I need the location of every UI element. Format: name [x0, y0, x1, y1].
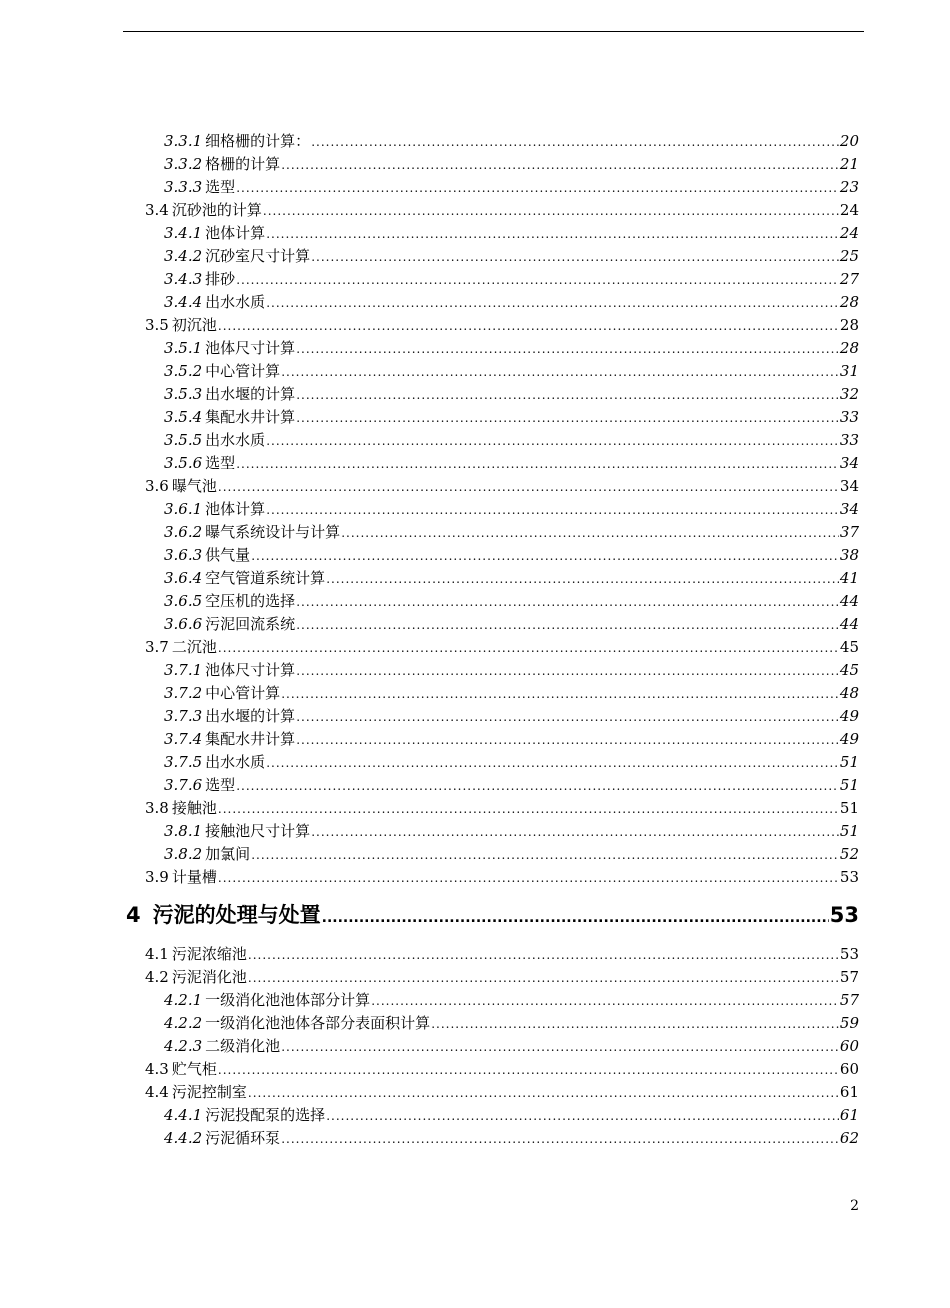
toc-entry-page: 20: [839, 132, 859, 150]
toc-leader-dots: [281, 683, 839, 706]
toc-leader-dots: [281, 154, 839, 177]
toc-entry-title: 污泥控制室: [171, 1083, 247, 1101]
toc-entry-number: 4.2.1: [164, 991, 203, 1009]
toc-entry[interactable]: [164, 268, 859, 291]
toc-entry[interactable]: [145, 475, 859, 498]
toc-leader-dots: [236, 177, 839, 200]
toc-leader-dots: [296, 729, 839, 752]
toc-entry-page: 28: [839, 339, 859, 357]
toc-entry-page: 53: [839, 945, 859, 963]
toc-entry-title: 选型: [205, 454, 236, 472]
toc-entry-title: 一级消化池池体部分计算: [205, 991, 371, 1009]
toc-entry-page: 25: [839, 247, 859, 265]
toc-leader-dots: [266, 499, 839, 522]
toc-leader-dots: [281, 361, 839, 384]
toc-entry-title: 池体尺寸计算: [205, 661, 296, 679]
page-number: 2: [850, 1198, 859, 1214]
toc-entry[interactable]: [164, 245, 859, 268]
toc-entry-title: 空压机的选择: [205, 592, 296, 610]
toc-entry[interactable]: [164, 291, 859, 314]
toc-entry-page: 53: [839, 868, 859, 886]
toc-entry-page: 61: [839, 1083, 859, 1101]
toc-entry-title: 污泥浓缩池: [171, 945, 247, 963]
toc-leader-dots: [322, 898, 829, 938]
toc-entry-number: 3.6.6: [164, 615, 203, 633]
toc-entry-page: 24: [839, 224, 859, 242]
toc-entry-title: 加氯间: [205, 845, 251, 863]
toc-entry-number: 3.5: [145, 316, 169, 334]
toc-leader-dots: [431, 1013, 839, 1036]
toc-entry-page: 45: [839, 638, 859, 656]
toc-entry-title: 接触池尺寸计算: [205, 822, 311, 840]
toc-entry-number: 3.4.1: [164, 224, 203, 242]
toc-leader-dots: [266, 223, 839, 246]
toc-entry[interactable]: [164, 989, 859, 1012]
toc-leader-dots: [248, 967, 839, 990]
toc-entry-title: 池体计算: [205, 500, 266, 518]
toc-entry-title: 接触池: [171, 799, 217, 817]
toc-entry-title: 排砂: [205, 270, 236, 288]
toc-entry-number: 3.3.3: [164, 178, 203, 196]
toc-entry[interactable]: [145, 199, 859, 222]
toc-entry[interactable]: [164, 521, 859, 544]
toc-entry-number: 4.2.2: [164, 1014, 203, 1032]
toc-entry-title: 二级消化池: [205, 1037, 281, 1055]
toc-entry-page: 57: [839, 991, 859, 1009]
toc-leader-dots: [248, 1082, 839, 1105]
toc-entry-title: 沉砂池的计算: [171, 201, 262, 219]
toc-entry[interactable]: [164, 1127, 859, 1150]
toc-entry[interactable]: [145, 1058, 859, 1081]
toc-entry-page: 21: [839, 155, 859, 173]
header-rule: [123, 31, 864, 32]
toc-entry-number: 3.5.1: [164, 339, 203, 357]
toc-leader-dots: [218, 798, 839, 821]
toc-entry-title: 选型: [205, 776, 236, 794]
toc-leader-dots: [251, 545, 839, 568]
toc-entry-page: 33: [839, 408, 859, 426]
toc-entry-number: 3.7.3: [164, 707, 203, 725]
toc-leader-dots: [296, 706, 839, 729]
toc-entry-title: 曝气池: [171, 477, 217, 495]
toc-entry[interactable]: [145, 866, 859, 889]
toc-entry-page: 28: [839, 316, 859, 334]
toc-entry[interactable]: [164, 360, 859, 383]
toc-entry-title: 中心管计算: [205, 684, 281, 702]
toc-entry-title: 池体计算: [205, 224, 266, 242]
toc-entry-title: 集配水井计算: [205, 730, 296, 748]
toc-entry[interactable]: [164, 498, 859, 521]
toc-leader-dots: [266, 752, 839, 775]
toc-entry-title: 二沉池: [171, 638, 217, 656]
toc-entry-number: 3.7.1: [164, 661, 203, 679]
toc-entry[interactable]: [145, 943, 859, 966]
toc-leader-dots: [236, 269, 839, 292]
toc-entry-page: 62: [839, 1129, 859, 1147]
toc-entry[interactable]: [145, 636, 859, 659]
toc-leader-dots: [326, 568, 839, 591]
toc-entry-page: 51: [839, 776, 859, 794]
toc-entry-page: 51: [839, 799, 859, 817]
toc-entry[interactable]: [164, 1012, 859, 1035]
toc-entry[interactable]: [164, 153, 859, 176]
toc-entry[interactable]: [145, 797, 859, 820]
toc-leader-dots: [236, 775, 839, 798]
toc-entry-page: 49: [839, 730, 859, 748]
toc-entry-title: 曝气系统设计与计算: [205, 523, 341, 541]
toc-entry-title: 污泥循环泵: [205, 1129, 281, 1147]
toc-leader-dots: [296, 384, 839, 407]
toc-entry[interactable]: [126, 895, 859, 935]
toc-entry-number: 3.4: [145, 201, 169, 219]
toc-entry-number: 3.5.5: [164, 431, 203, 449]
toc-entry-number: 3.4.4: [164, 293, 203, 311]
toc-leader-dots: [296, 407, 839, 430]
toc-entry-title: 一级消化池池体各部分表面积计算: [205, 1014, 431, 1032]
toc-entry-title: 计量槽: [171, 868, 217, 886]
toc-leader-dots: [218, 637, 839, 660]
toc-entry-title: 池体尺寸计算: [205, 339, 296, 357]
toc-entry-page: 27: [839, 270, 859, 288]
toc-entry-title: 污泥回流系统: [205, 615, 296, 633]
toc-entry[interactable]: [164, 590, 859, 613]
toc-entry-title: 贮气柜: [171, 1060, 217, 1078]
toc-entry-number: 4.4: [145, 1083, 169, 1101]
toc-entry-number: 3.5.6: [164, 454, 203, 472]
toc-leader-dots: [218, 476, 839, 499]
toc-entry[interactable]: [164, 406, 859, 429]
toc-entry[interactable]: [164, 452, 859, 475]
toc-entry-number: 3.7.2: [164, 684, 203, 702]
toc-leader-dots: [296, 338, 839, 361]
toc-entry-page: 61: [839, 1106, 859, 1124]
toc-entry-page: 23: [839, 178, 859, 196]
toc-leader-dots: [281, 1036, 839, 1059]
toc-entry[interactable]: [164, 1104, 859, 1127]
toc-leader-dots: [266, 430, 839, 453]
toc-leader-dots: [311, 821, 839, 844]
toc-entry-page: 33: [839, 431, 859, 449]
toc-entry-number: 3.8: [145, 799, 169, 817]
toc-entry-number: 4.2: [145, 968, 169, 986]
toc-leader-dots: [296, 591, 839, 614]
toc-entry-page: 32: [839, 385, 859, 403]
toc-entry-number: 3.9: [145, 868, 169, 886]
toc-leader-dots: [326, 1105, 839, 1128]
toc-entry-page: 41: [839, 569, 859, 587]
toc-entry-title: 集配水井计算: [205, 408, 296, 426]
toc-entry-page: 60: [839, 1060, 859, 1078]
toc-entry-page: 51: [839, 822, 859, 840]
toc-entry[interactable]: [164, 613, 859, 636]
toc-entry-number: 3.6.3: [164, 546, 203, 564]
toc-leader-dots: [236, 453, 839, 476]
toc-entry-number: 4.4.2: [164, 1129, 203, 1147]
toc-entry[interactable]: [164, 774, 859, 797]
toc-entry-number: 4.4.1: [164, 1106, 203, 1124]
toc-entry-page: 53: [829, 903, 859, 927]
toc-entry-page: 34: [839, 454, 859, 472]
toc-entry[interactable]: [164, 130, 859, 153]
toc-entry[interactable]: [164, 705, 859, 728]
toc-leader-dots: [296, 614, 839, 637]
toc-entry[interactable]: [164, 1035, 859, 1058]
toc-entry-number: 3.3.1: [164, 132, 203, 150]
toc-entry-number: 3.3.2: [164, 155, 203, 173]
toc-entry-title: 污泥投配泵的选择: [205, 1106, 326, 1124]
toc-leader-dots: [266, 292, 839, 315]
toc-entry-number: 3.6.5: [164, 592, 203, 610]
toc-entry-number: 3.7.4: [164, 730, 203, 748]
toc-entry[interactable]: [145, 314, 859, 337]
toc-entry[interactable]: [145, 1081, 859, 1104]
toc-entry-number: 3.7.5: [164, 753, 203, 771]
toc-entry[interactable]: [164, 728, 859, 751]
toc-entry-number: 3.7.6: [164, 776, 203, 794]
toc-entry-number: 3.5.4: [164, 408, 203, 426]
toc-entry-page: 45: [839, 661, 859, 679]
toc-entry-title: 空气管道系统计算: [205, 569, 326, 587]
toc-leader-dots: [296, 660, 839, 683]
toc-leader-dots: [248, 944, 839, 967]
toc-entry-number: 3.6.1: [164, 500, 203, 518]
toc-entry[interactable]: [164, 429, 859, 452]
toc-entry-page: 49: [839, 707, 859, 725]
toc-entry-page: 59: [839, 1014, 859, 1032]
toc-entry-number: 3.7: [145, 638, 169, 656]
toc-entry-title: 出水堰的计算: [205, 385, 296, 403]
toc-entry-title: 污泥消化池: [171, 968, 247, 986]
toc-entry[interactable]: [164, 337, 859, 360]
toc-entry-page: 37: [839, 523, 859, 541]
toc-entry-page: 51: [839, 753, 859, 771]
toc-entry-number: 4.2.3: [164, 1037, 203, 1055]
toc-leader-dots: [311, 246, 839, 269]
toc-entry-number: 4.1: [145, 945, 169, 963]
toc-entry-page: 60: [839, 1037, 859, 1055]
toc-entry[interactable]: [164, 659, 859, 682]
toc-entry-page: 34: [839, 500, 859, 518]
toc-leader-dots: [371, 990, 839, 1013]
toc-entry-number: 4: [126, 903, 141, 927]
toc-entry[interactable]: [145, 966, 859, 989]
toc-entry-page: 31: [839, 362, 859, 380]
toc-entry[interactable]: [164, 682, 859, 705]
toc-entry-page: 57: [839, 968, 859, 986]
toc-entry[interactable]: [164, 383, 859, 406]
toc-entry-number: 4.3: [145, 1060, 169, 1078]
toc-entry-number: 3.6.4: [164, 569, 203, 587]
toc-entry[interactable]: [164, 751, 859, 774]
toc-entry-number: 3.5.3: [164, 385, 203, 403]
toc-entry-page: 34: [839, 477, 859, 495]
toc-entry-title: 出水水质: [205, 753, 266, 771]
toc-entry[interactable]: [164, 544, 859, 567]
toc-entry-page: 28: [839, 293, 859, 311]
toc-entry-title: 出水堰的计算: [205, 707, 296, 725]
toc-entry-number: 3.8.2: [164, 845, 203, 863]
toc-entry-title: 中心管计算: [205, 362, 281, 380]
toc-entry-title: 出水水质: [205, 431, 266, 449]
toc-entry[interactable]: [164, 843, 859, 866]
toc-entry[interactable]: [164, 567, 859, 590]
toc-entry-page: 52: [839, 845, 859, 863]
toc-entry-title: 供气量: [205, 546, 251, 564]
toc-entry-page: 24: [839, 201, 859, 219]
toc-leader-dots: [311, 131, 839, 154]
toc-entry-number: 3.4.2: [164, 247, 203, 265]
toc-leader-dots: [281, 1128, 839, 1151]
toc-entry-title: 格栅的计算: [205, 155, 281, 173]
toc-entry[interactable]: [164, 820, 859, 843]
toc-entry-title: 选型: [205, 178, 236, 196]
toc-entry-number: 3.5.2: [164, 362, 203, 380]
toc-entry[interactable]: [164, 222, 859, 245]
toc-entry-title: 污泥的处理与处置: [152, 903, 321, 927]
toc-leader-dots: [218, 315, 839, 338]
toc-entry-number: 3.6.2: [164, 523, 203, 541]
toc-entry-title: 细格栅的计算：: [205, 132, 311, 150]
toc-entry-title: 沉砂室尺寸计算: [205, 247, 311, 265]
toc-leader-dots: [263, 200, 839, 223]
toc-entry[interactable]: [164, 176, 859, 199]
toc-entry-page: 44: [839, 615, 859, 633]
toc-entry-number: 3.4.3: [164, 270, 203, 288]
toc-entry-title: 出水水质: [205, 293, 266, 311]
toc-entry-number: 3.6: [145, 477, 169, 495]
toc-entry-page: 44: [839, 592, 859, 610]
toc-leader-dots: [341, 522, 839, 545]
toc-entry-number: 3.8.1: [164, 822, 203, 840]
toc-leader-dots: [251, 844, 839, 867]
toc-entry-page: 38: [839, 546, 859, 564]
toc-entry-page: 48: [839, 684, 859, 702]
toc-leader-dots: [218, 867, 839, 890]
toc-entry-title: 初沉池: [171, 316, 217, 334]
toc-leader-dots: [218, 1059, 839, 1082]
